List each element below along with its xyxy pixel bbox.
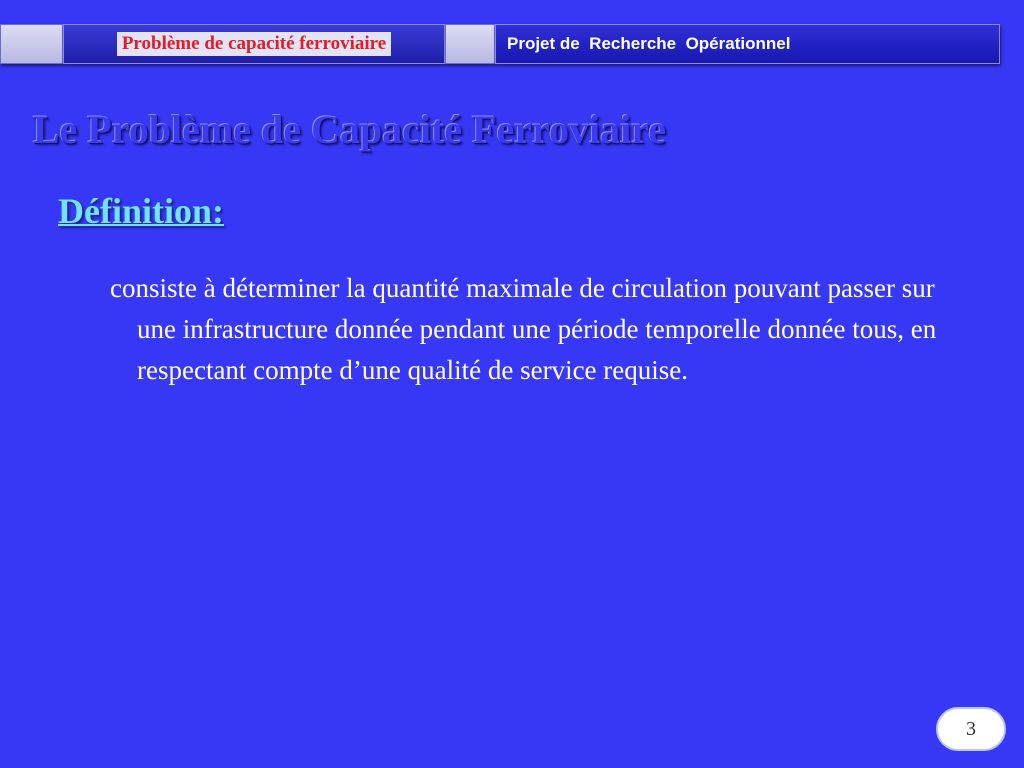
page-number: 3	[966, 717, 976, 740]
header-middle-block	[445, 24, 495, 64]
section-tab-label: Problème de capacité ferroviaire	[117, 32, 391, 56]
page-number-badge	[936, 707, 1006, 751]
project-tab-label: Projet de Recherche Opérationnel	[507, 34, 791, 53]
definition-heading: Définition:	[58, 191, 224, 231]
definition-text: consiste à déterminer la quantité maximale de circulation pouvant passer sur une infrastructure donnée pendant une période temporelle donnée tous, en respectant compte d’une qualité de service requise.	[110, 273, 937, 385]
section-tab[interactable]	[63, 24, 445, 64]
project-tab[interactable]	[495, 24, 1000, 64]
slide-title: Le Problème de Capacité Ferroviaire	[33, 107, 667, 152]
header-left-block	[0, 24, 63, 64]
